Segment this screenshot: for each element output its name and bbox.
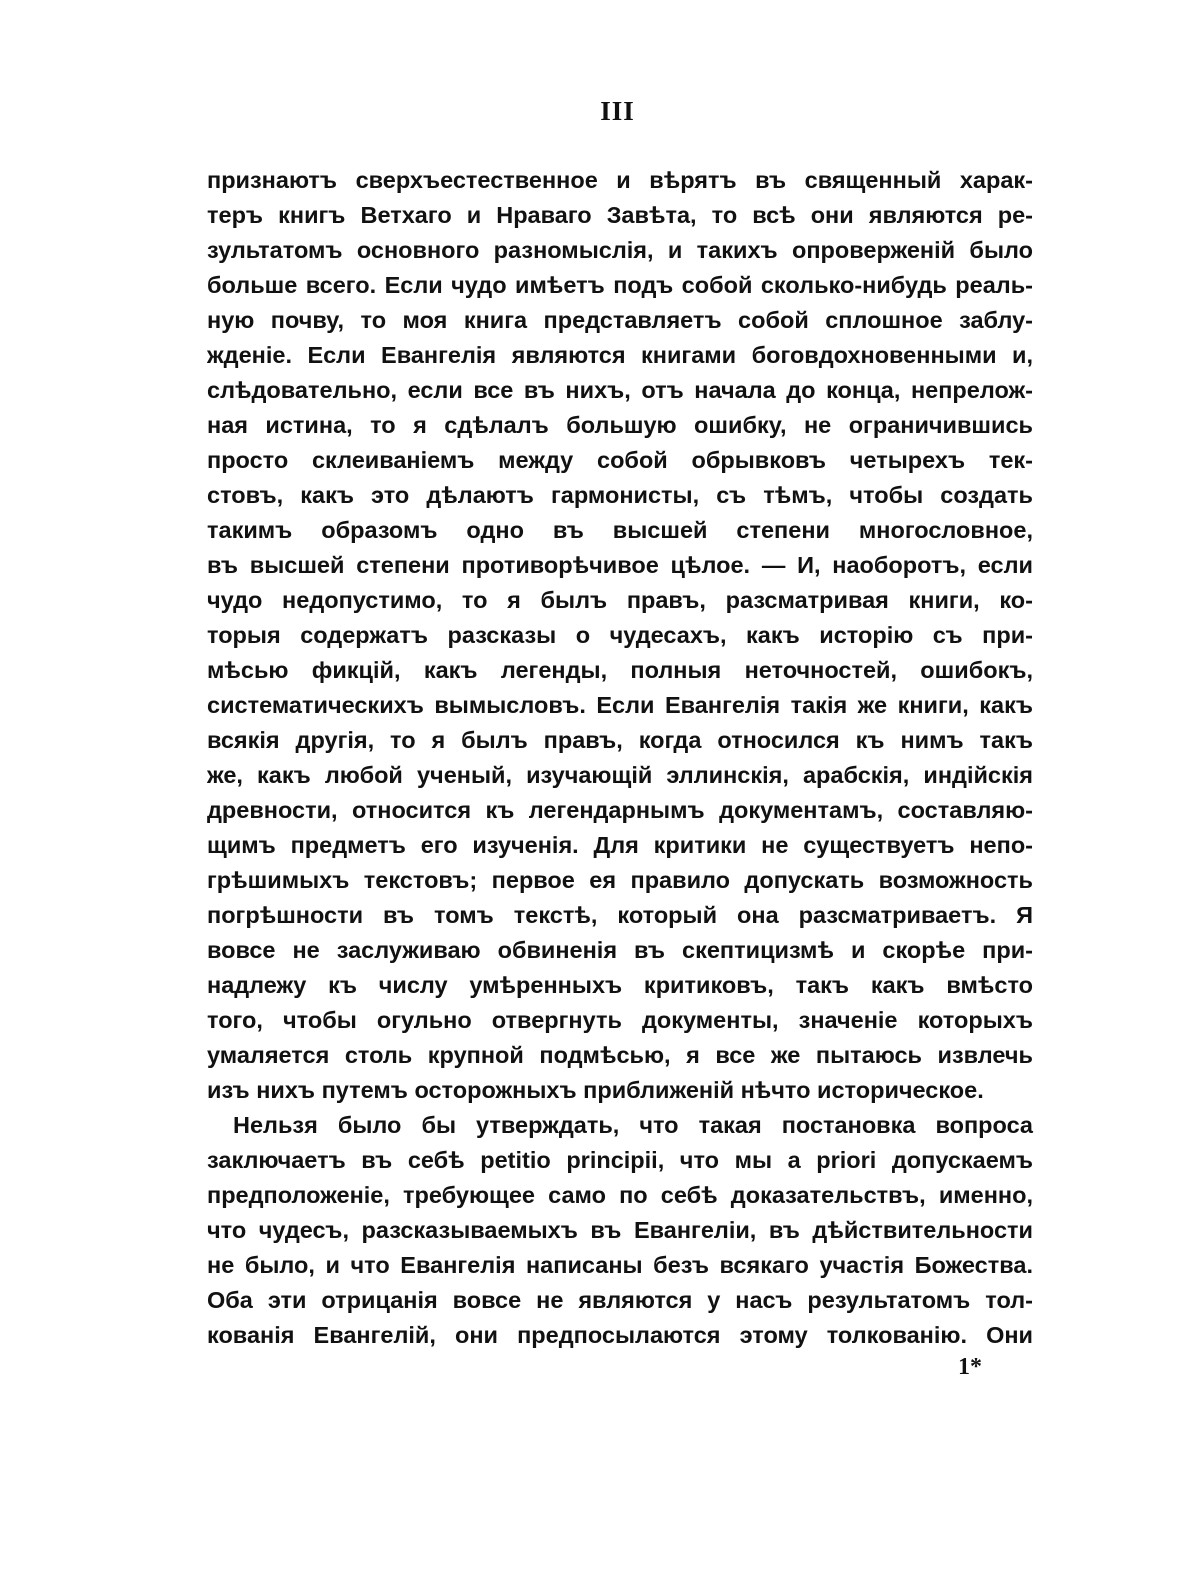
text-line: мѣсью фикцій, какъ легенды, полныя неточностей, ошибокъ, bbox=[207, 657, 1033, 683]
text-line: грѣшимыхъ текстовъ; первое ея правило допускать возможность bbox=[207, 867, 1033, 893]
text-line: вовсе не заслуживаю обвиненія въ скептицизмѣ и скорѣе при- bbox=[207, 937, 1033, 963]
text-line: всякія другія, то я былъ правъ, когда относился къ нимъ такъ bbox=[207, 727, 1033, 753]
page-number: III bbox=[600, 96, 635, 126]
text-line: щимъ предметъ его изученія. Для критики не существуетъ непо- bbox=[207, 832, 1033, 858]
text-line: предположеніе, требующее само по себѣ доказательствъ, именно, bbox=[207, 1182, 1033, 1208]
text-line: въ высшей степени противорѣчивое цѣлое. — И, наоборотъ, если bbox=[207, 552, 1033, 578]
body-text bbox=[207, 163, 1033, 1353]
text-line: зультатомъ основного разномыслія, и такихъ опроверженій было bbox=[207, 237, 1033, 263]
text-line: древности, относится къ легендарнымъ документамъ, составляю- bbox=[207, 797, 1033, 823]
text-line: Оба эти отрицанія вовсе не являются у насъ результатомъ тол- bbox=[207, 1287, 1033, 1313]
text-line: изъ нихъ путемъ осторожныхъ приближеній нѣчто историческое. bbox=[207, 1077, 984, 1103]
paragraph-2 bbox=[207, 1108, 1033, 1353]
text-line: жденіе. Если Евангелія являются книгами боговдохновенными и, bbox=[207, 342, 1033, 368]
text-line: того, чтобы огульно отвергнуть документы, значеніе которыхъ bbox=[207, 1007, 1033, 1033]
text-line: кованія Евангелій, они предпосылаются этому толкованію. Они bbox=[207, 1322, 1033, 1348]
printer-signature-mark: 1* bbox=[958, 1354, 982, 1380]
text-line: ная истина, то я сдѣлалъ большую ошибку, не ограничившись bbox=[207, 412, 1033, 438]
text-line: чудо недопустимо, то я былъ правъ, разсматривая книги, ко- bbox=[207, 587, 1033, 613]
text-line: заключаетъ въ себѣ petitio principii, что мы a priori допускаемъ bbox=[207, 1147, 1033, 1173]
paragraph-1 bbox=[207, 163, 1033, 1108]
text-line: умаляется столь крупной подмѣсью, я все же пытаюсь извлечь bbox=[207, 1042, 1033, 1068]
text-line: такимъ образомъ одно въ высшей степени многословное, bbox=[207, 517, 1033, 543]
text-line: больше всего. Если чудо имѣетъ подъ собой сколько-нибудь реаль- bbox=[207, 272, 1033, 298]
text-line: ную почву, то моя книга представляетъ собой сплошное заблу- bbox=[207, 307, 1033, 333]
text-line: теръ книгъ Ветхаго и Нраваго Завѣта, то всѣ они являются ре- bbox=[207, 202, 1033, 228]
text-line: надлежу къ числу умѣренныхъ критиковъ, такъ какъ вмѣсто bbox=[207, 972, 1033, 998]
text-line: Нельзя было бы утверждать, что такая постановка вопроса bbox=[233, 1112, 1033, 1138]
text-line: признаютъ сверхъестественное и вѣрятъ въ священный харак- bbox=[207, 167, 1033, 193]
text-line: систематическихъ вымысловъ. Если Евангелія такія же книги, какъ bbox=[207, 692, 1033, 718]
text-line: погрѣшности въ томъ текстѣ, который она разсматриваетъ. Я bbox=[207, 902, 1033, 928]
text-line: не было, и что Евангелія написаны безъ всякаго участія Божества. bbox=[207, 1252, 1033, 1278]
text-line: просто склеиваніемъ между собой обрывковъ четырехъ тек- bbox=[207, 447, 1033, 473]
text-line: стовъ, какъ это дѣлаютъ гармонисты, съ тѣмъ, чтобы создать bbox=[207, 482, 1033, 508]
text-line: же, какъ любой ученый, изучающій эллинскія, арабскія, индійскія bbox=[207, 762, 1033, 788]
text-line: что чудесъ, разсказываемыхъ въ Евангеліи, въ дѣйствительности bbox=[207, 1217, 1033, 1243]
text-line: слѣдовательно, если все въ нихъ, отъ начала до конца, непрелож- bbox=[207, 377, 1033, 403]
text-line: торыя содержатъ разсказы о чудесахъ, какъ исторію съ при- bbox=[207, 622, 1033, 648]
